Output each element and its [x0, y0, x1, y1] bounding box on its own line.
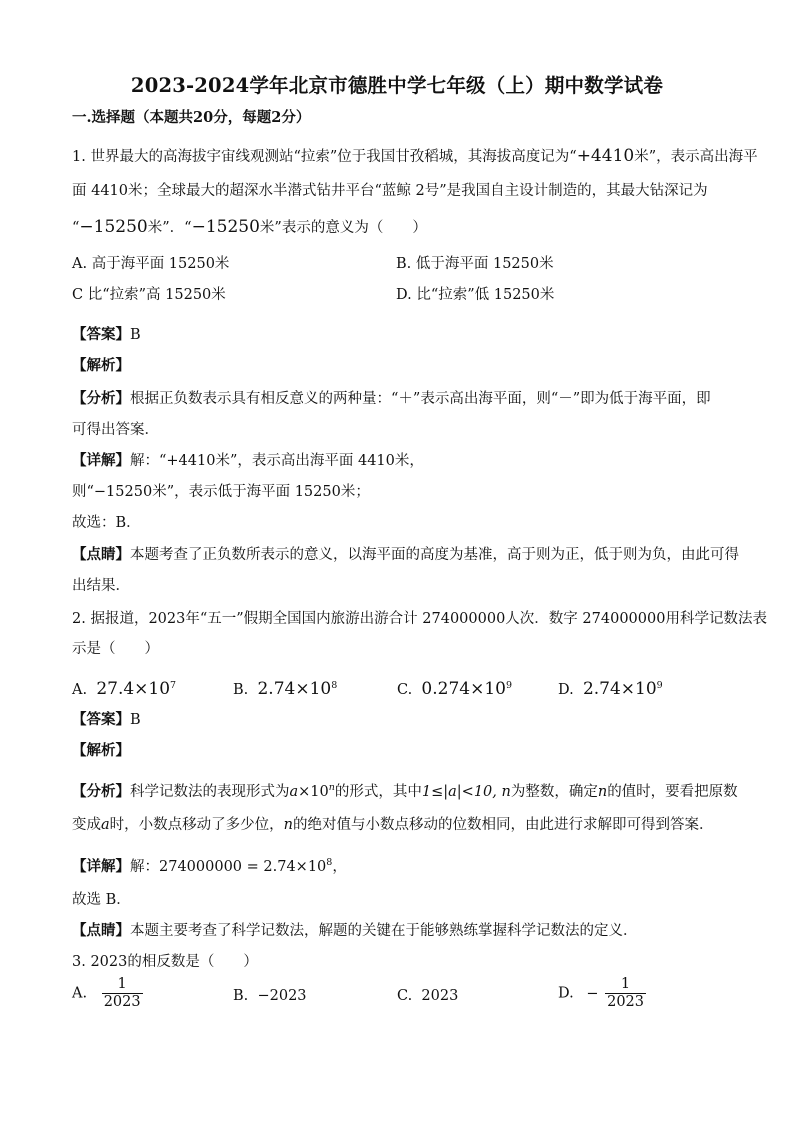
q2-stem-line2: 示是（ ）	[72, 641, 159, 657]
q2-dianjing: 【点睛】本题主要考查了科学记数法，解题的关键在于能够熟练掌握科学记数法的定义．	[72, 922, 638, 939]
q2-option-b: B. $2.74\times 10^8$	[233, 679, 338, 699]
q1-dianjing-line2: 出结果．	[72, 578, 130, 594]
q1-option-c: C 比“拉索”高 15250米	[72, 287, 226, 303]
q1-dianjing-line1: 【点睛】本题考查了正负数所表示的意义，以海平面的高度为基准，高于则为正，低于则为负，由此可得	[72, 546, 739, 563]
q3-option-c: C. 2023	[397, 988, 459, 1004]
q3-option-a: A. $\frac{1}{2023}$	[72, 976, 141, 1010]
q3-option-d-fraction: $\frac{1}{2023}$	[607, 976, 644, 1010]
q1-analysis-label: 【解析】	[72, 357, 130, 374]
q2-stem-line1: 2. 据报道，2023年“五一”假期全国国内旅游出游合计 274000000人次．数字 274000000用科学记数法表	[72, 611, 767, 627]
q1-answer: 【答案】B	[72, 326, 141, 343]
q2-choose: 故选 B．	[72, 892, 131, 908]
q1-math-plus4410: +4410	[576, 146, 635, 166]
q3-option-d: D. − $\frac{1}{2023}$	[558, 976, 644, 1010]
section-heading: 一.选择题（本题共20分，每题2分）	[72, 109, 311, 126]
q2-answer: 【答案】B	[72, 711, 141, 728]
q1-math-minus15250: −15250	[79, 217, 148, 237]
q2-xiangjie: 【详解】解：$274000000 = 2.74\times 10^8$，	[72, 857, 347, 875]
q3-option-a-fraction: $\frac{1}{2023}$	[103, 976, 141, 1010]
q1-xiangjie-line1: 【详解】解：“+4410米”，表示高出海平面 4410米，	[72, 452, 424, 469]
q1-option-a: A. 高于海平面 15250米	[72, 256, 230, 272]
q3-option-b: B. −2023	[233, 988, 307, 1004]
q1-stem-line3: “−15250米”．“−15250米”表示的意义为（ ）	[72, 217, 427, 237]
q1-xiangjie-line2: 则“−15250米”，表示低于海平面 15250米；	[72, 484, 370, 500]
q3-stem: 3. 2023的相反数是（ ）	[72, 954, 258, 970]
page-title: 2023-2024学年北京市德胜中学七年级（上）期中数学试卷	[130, 74, 664, 97]
q2-option-a: A. $27.4\times 10^7$	[72, 679, 177, 699]
q1-stem-line2: 面 4410米；全球最大的超深水半潜式钻井平台“蓝鲸 2号”是我国自主设计制造的，其最大钻深记为	[72, 183, 708, 199]
q1-fenxi-line2: 可得出答案．	[72, 422, 159, 438]
q1-stem-line1: 1. 世界最大的高海拔宇宙线观测站“拉索”位于我国甘孜稻城，其海拔高度记为“+4410米”，表示高出海平	[72, 146, 758, 166]
q2-option-c: C. $0.274\times 10^9$	[397, 679, 512, 699]
q1-option-d: D. 比“拉索”低 15250米	[396, 287, 555, 303]
q1-choose: 故选：B．	[72, 515, 141, 531]
q1-option-b: B. 低于海平面 15250米	[396, 256, 554, 272]
q2-fenxi-line2: 变成a时，小数点移动了多少位，n的绝对值与小数点移动的位数相同，由此进行求解即可得到答案．	[72, 817, 714, 833]
q1-math-minus15250-2: −15250	[191, 217, 260, 237]
q2-analysis-label: 【解析】	[72, 742, 130, 759]
q2-fenxi-line1: 【分析】科学记数法的表现形式为$a\times 10^n$的形式，其中1≤|a|<10, n为整数，确定n的值时，要看把原数	[72, 782, 738, 800]
q2-option-d: D. $2.74\times 10^9$	[558, 679, 663, 699]
q1-fenxi-line1: 【分析】根据正负数表示具有相反意义的两种量：“＋”表示高出海平面，则“－”即为低于海平面，即	[72, 390, 711, 407]
